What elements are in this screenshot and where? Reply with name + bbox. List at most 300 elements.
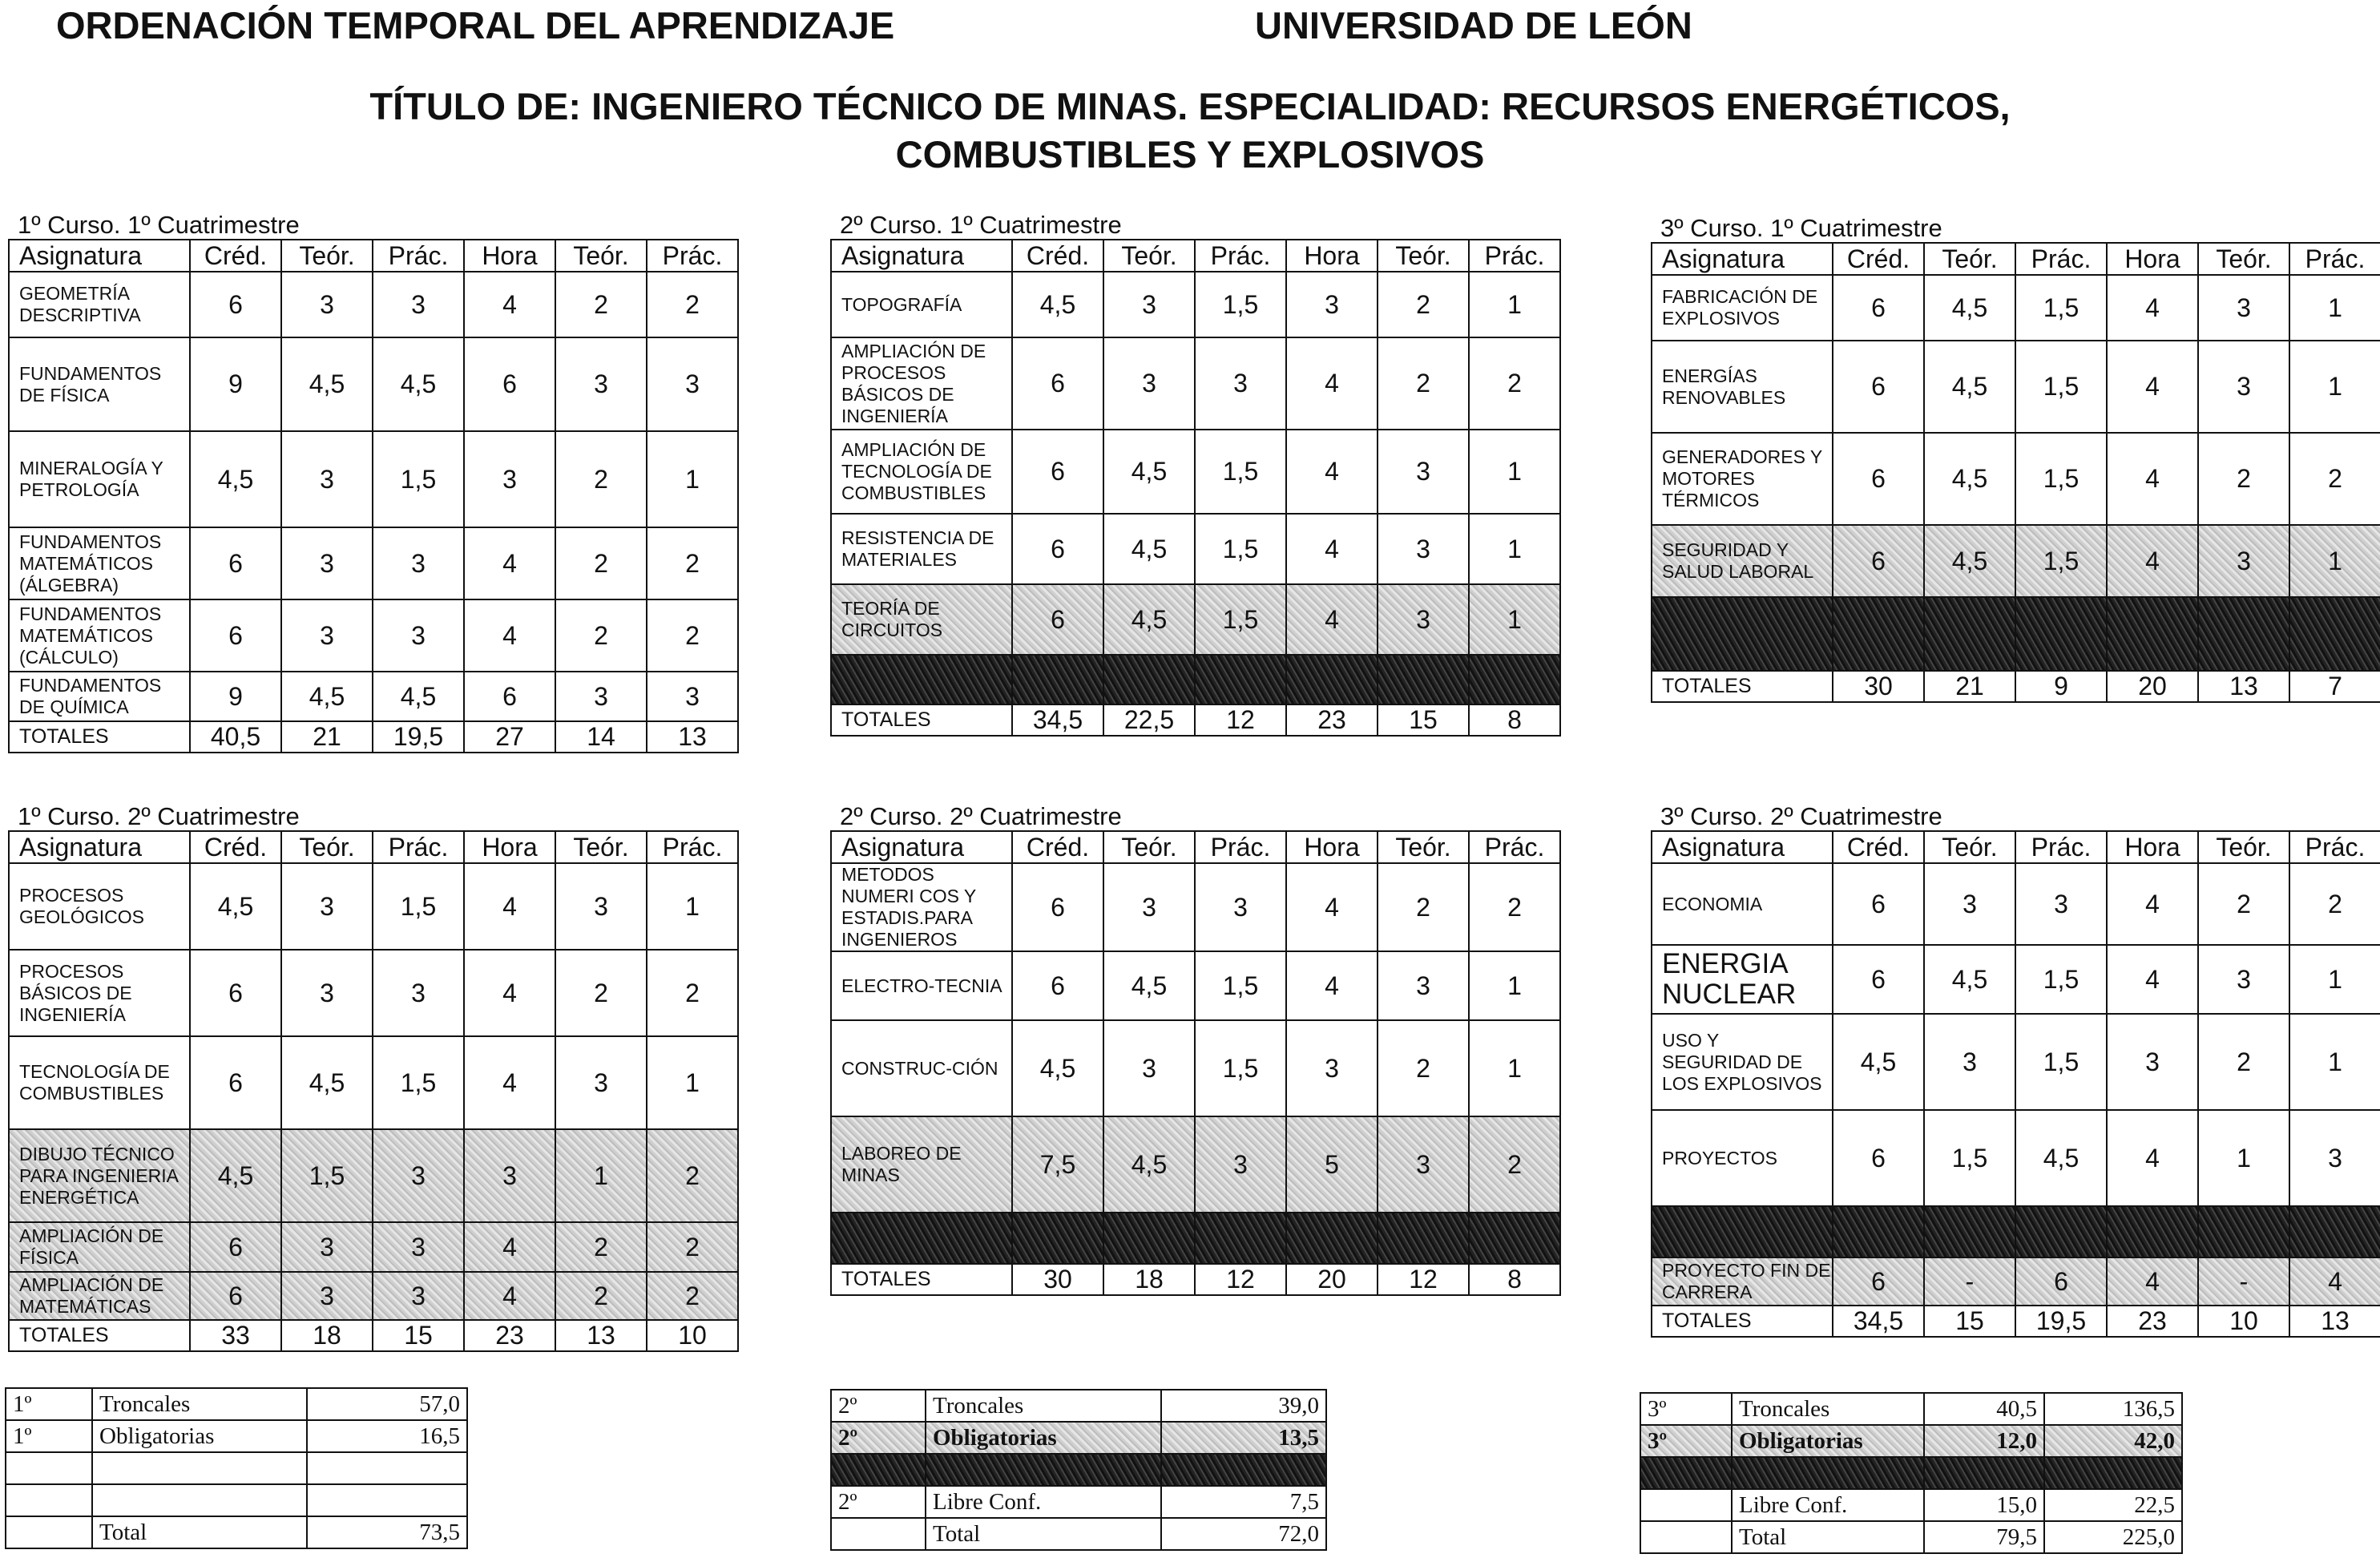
total-cell: 14 [555, 721, 647, 753]
summary-row [831, 1486, 1326, 1518]
value-cell: 3 [281, 527, 373, 599]
column-header: Teór. [1103, 240, 1195, 272]
total-cell: 8 [1469, 704, 1560, 736]
subject-row [1652, 525, 2380, 597]
table-caption: 2º Curso. 1º Cuatrimestre [840, 211, 1122, 239]
subject-row [9, 672, 738, 721]
subject-name: TOPOGRAFÍA [831, 272, 1012, 337]
column-header: Asignatura [831, 240, 1012, 272]
value-cell: 4,5 [281, 337, 373, 431]
subject-name: PROCESOS GEOLÓGICOS [9, 863, 190, 950]
column-header: Asignatura [9, 831, 190, 863]
value-cell: 2 [647, 1129, 738, 1222]
summary-row [6, 1388, 467, 1420]
blank-row [831, 1213, 1560, 1264]
value-cell: 3 [464, 1129, 555, 1222]
type-cell: Total [926, 1518, 1161, 1550]
value-cell: 6 [1833, 863, 1924, 945]
value-cell: 2 [647, 272, 738, 337]
value-cell: 3 [1378, 584, 1469, 655]
summary-row [1640, 1489, 2182, 1521]
year-cell: 1º [6, 1420, 92, 1452]
column-header: Hora [464, 240, 555, 272]
value-cell: 1,5 [2015, 341, 2107, 433]
value-cell: 4 [464, 1222, 555, 1272]
value-cell: 3 [281, 1222, 373, 1272]
value-cell: 4,5 [1924, 525, 2015, 597]
summary-row [1640, 1425, 2182, 1457]
summary-row [6, 1516, 467, 1548]
value-cell: 2 [1378, 1020, 1469, 1116]
totals-row [1652, 1306, 2380, 1337]
subject-table [8, 239, 739, 753]
value-cell: 1,5 [1924, 1110, 2015, 1206]
value-cell: 1 [1469, 430, 1560, 514]
column-header: Prác. [647, 831, 738, 863]
type-cell: Obligatorias [926, 1422, 1161, 1454]
value-cell: 4 [1286, 863, 1378, 951]
subject-row [9, 1036, 738, 1129]
value-cell: 4,5 [1924, 341, 2015, 433]
value-cell: 4 [464, 1036, 555, 1129]
column-header: Prác. [1195, 831, 1286, 863]
total-cell: 13 [2198, 671, 2289, 702]
total-cell: 40,5 [190, 721, 281, 753]
value-cell: 4,5 [1012, 272, 1103, 337]
value-cell: 1 [1469, 272, 1560, 337]
value-cell: 4 [464, 527, 555, 599]
value-cell: 9 [190, 337, 281, 431]
total-cell: 15 [1924, 1306, 2015, 1337]
subject-row [1652, 863, 2380, 945]
total-cell: 15 [373, 1320, 464, 1351]
column-header: Hora [2107, 243, 2198, 275]
value-cell: 4 [464, 1272, 555, 1320]
value-cell: 4,5 [1103, 951, 1195, 1020]
subject-table [8, 830, 739, 1352]
value-cell: 1 [647, 863, 738, 950]
table-caption: 3º Curso. 1º Cuatrimestre [1660, 214, 1942, 242]
value-cell: 6 [1012, 430, 1103, 514]
value-cell: 3 [1924, 863, 2015, 945]
credits-cell: 72,0 [1161, 1518, 1326, 1550]
subject-row [831, 430, 1560, 514]
value-cell: 4,5 [1012, 1020, 1103, 1116]
value-cell: 3 [281, 863, 373, 950]
subject-row [1652, 1014, 2380, 1110]
column-header: Hora [1286, 240, 1378, 272]
credits-cell: 73,5 [307, 1516, 467, 1548]
subject-name: FUNDAMENTOS MATEMÁTICOS (ÁLGEBRA) [9, 527, 190, 599]
summary-row [831, 1390, 1326, 1422]
column-header: Prác. [2289, 831, 2380, 863]
value-cell: 4 [2107, 433, 2198, 525]
value-cell: 4,5 [1103, 1116, 1195, 1213]
subject-name: ENERGÍAS RENOVABLES [1652, 341, 1833, 433]
subject-name: FUNDAMENTOS DE QUÍMICA [9, 672, 190, 721]
column-header: Prác. [2015, 243, 2107, 275]
column-header: Asignatura [831, 831, 1012, 863]
column-header: Teór. [555, 240, 647, 272]
credits-cell: 39,0 [1161, 1390, 1326, 1422]
total-cell: 18 [281, 1320, 373, 1351]
value-cell: 4,5 [373, 337, 464, 431]
value-cell: 6 [190, 950, 281, 1036]
subject-name: TECNOLOGÍA DE COMBUSTIBLES [9, 1036, 190, 1129]
credits-cell: 79,5 [1924, 1521, 2044, 1553]
value-cell: 1,5 [1195, 514, 1286, 584]
subject-row [831, 863, 1560, 951]
subject-row [9, 1222, 738, 1272]
totals-row [9, 721, 738, 753]
value-cell: 2 [555, 431, 647, 527]
type-cell: Libre Conf. [1732, 1489, 1924, 1521]
course-table-3-1 [1651, 215, 2380, 703]
total-cell: 13 [555, 1320, 647, 1351]
subject-name: PROCESOS BÁSICOS DE INGENIERÍA [9, 950, 190, 1036]
subject-name: FUNDAMENTOS MATEMÁTICOS (CÁLCULO) [9, 599, 190, 672]
summary-row [6, 1452, 467, 1484]
value-cell: 3 [1924, 1014, 2015, 1110]
value-cell: 3 [373, 599, 464, 672]
value-cell: 6 [190, 1036, 281, 1129]
value-cell: 1 [555, 1129, 647, 1222]
value-cell: 4 [464, 863, 555, 950]
value-cell: 6 [1833, 525, 1924, 597]
value-cell: 6 [2015, 1257, 2107, 1306]
column-header: Teór. [1924, 831, 2015, 863]
year-cell: 3º [1640, 1425, 1732, 1457]
value-cell: 2 [1469, 337, 1560, 430]
type-cell: Troncales [92, 1388, 307, 1420]
total-cell: 27 [464, 721, 555, 753]
subject-table [830, 239, 1561, 737]
value-cell: 1,5 [2015, 1014, 2107, 1110]
type-cell: Troncales [926, 1390, 1161, 1422]
column-header: Teór. [2198, 243, 2289, 275]
type-cell: Total [92, 1516, 307, 1548]
total-cell: 20 [2107, 671, 2198, 702]
subject-row [9, 337, 738, 431]
course-table-1-1 [8, 212, 739, 753]
column-header: Teór. [1103, 831, 1195, 863]
value-cell: 3 [1195, 1116, 1286, 1213]
subject-name: AMPLIACIÓN DE PROCESOS BÁSICOS DE INGENIERÍA [831, 337, 1012, 430]
totals-row [831, 704, 1560, 736]
type-cell: Troncales [1732, 1393, 1924, 1425]
credits-cell: 13,5 [1161, 1422, 1326, 1454]
column-header: Teór. [2198, 831, 2289, 863]
value-cell: 3 [2289, 1110, 2380, 1206]
value-cell: 3 [1103, 337, 1195, 430]
value-cell: 6 [190, 1272, 281, 1320]
credits-cell: 16,5 [307, 1420, 467, 1452]
value-cell: 1,5 [1195, 584, 1286, 655]
subject-row [9, 950, 738, 1036]
subject-table [1651, 830, 2380, 1338]
subject-table [830, 830, 1561, 1296]
total-cell: 23 [464, 1320, 555, 1351]
subject-row [831, 514, 1560, 584]
value-cell: 3 [647, 337, 738, 431]
value-cell: 1 [647, 431, 738, 527]
column-header: Prác. [1469, 831, 1560, 863]
value-cell: 4,5 [1924, 275, 2015, 341]
total-cell: 9 [2015, 671, 2107, 702]
value-cell: 3 [1378, 430, 1469, 514]
subject-name: FABRICACIÓN DE EXPLOSIVOS [1652, 275, 1833, 341]
value-cell: 3 [2107, 1014, 2198, 1110]
value-cell: 6 [1833, 433, 1924, 525]
value-cell: 1,5 [2015, 275, 2107, 341]
summary-table-2 [830, 1389, 1327, 1551]
value-cell: 3 [555, 863, 647, 950]
total-cell: 10 [647, 1320, 738, 1351]
total-cell: 22,5 [1103, 704, 1195, 736]
subject-row [1652, 1110, 2380, 1206]
value-cell: 4 [2107, 275, 2198, 341]
value-cell: 2 [555, 1222, 647, 1272]
total-cell: 19,5 [373, 721, 464, 753]
subject-row [9, 431, 738, 527]
value-cell: 3 [555, 337, 647, 431]
total-cell: 10 [2198, 1306, 2289, 1337]
value-cell: 4 [2107, 341, 2198, 433]
value-cell: 2 [1469, 863, 1560, 951]
value-cell: 3 [1378, 951, 1469, 1020]
value-cell: 1,5 [373, 1036, 464, 1129]
accumulated-cell: 136,5 [2044, 1393, 2182, 1425]
total-cell: 13 [2289, 1306, 2380, 1337]
summary-row [1640, 1393, 2182, 1425]
subject-row [831, 272, 1560, 337]
value-cell: 6 [1833, 1257, 1924, 1306]
column-header: Prác. [1195, 240, 1286, 272]
type-cell: Total [1732, 1521, 1924, 1553]
year-cell: 1º [6, 1388, 92, 1420]
value-cell: 4,5 [1924, 945, 2015, 1014]
value-cell: 1,5 [281, 1129, 373, 1222]
value-cell: 3 [2015, 863, 2107, 945]
value-cell: 3 [555, 1036, 647, 1129]
total-cell: 7 [2289, 671, 2380, 702]
type-cell: Libre Conf. [926, 1486, 1161, 1518]
column-header: Hora [2107, 831, 2198, 863]
value-cell: 4 [1286, 951, 1378, 1020]
value-cell: 3 [1195, 337, 1286, 430]
subject-name: DIBUJO TÉCNICO PARA INGENIERIA ENERGÉTICA [9, 1129, 190, 1222]
value-cell: 4 [1286, 584, 1378, 655]
value-cell: 6 [1012, 863, 1103, 951]
column-header: Créd. [1833, 243, 1924, 275]
value-cell: 1,5 [2015, 525, 2107, 597]
credits-cell: 40,5 [1924, 1393, 2044, 1425]
value-cell: 2 [555, 527, 647, 599]
column-header: Asignatura [1652, 831, 1833, 863]
value-cell: 1,5 [1195, 1020, 1286, 1116]
value-cell: 4 [2107, 1257, 2198, 1306]
credits-cell: 57,0 [307, 1388, 467, 1420]
subject-name: USO Y SEGURIDAD DE LOS EXPLOSIVOS [1652, 1014, 1833, 1110]
total-cell: 12 [1195, 1264, 1286, 1295]
value-cell: 2 [2198, 863, 2289, 945]
value-cell: 1,5 [2015, 433, 2107, 525]
value-cell: 3 [281, 1272, 373, 1320]
value-cell: 4,5 [190, 1129, 281, 1222]
subject-row [831, 1020, 1560, 1116]
total-cell: 34,5 [1833, 1306, 1924, 1337]
value-cell: 1,5 [373, 863, 464, 950]
value-cell: 1 [2289, 275, 2380, 341]
value-cell: 1 [1469, 584, 1560, 655]
column-header: Créd. [190, 831, 281, 863]
value-cell: 3 [2198, 945, 2289, 1014]
total-cell: 23 [1286, 704, 1378, 736]
header-row [831, 240, 1560, 272]
value-cell: 5 [1286, 1116, 1378, 1213]
course-table-3-2 [1651, 803, 2380, 1338]
column-header: Créd. [1833, 831, 1924, 863]
column-header: Teór. [1378, 240, 1469, 272]
value-cell: 2 [2198, 1014, 2289, 1110]
value-cell: 2 [555, 599, 647, 672]
subject-row [1652, 275, 2380, 341]
subject-name: GEOMETRÍA DESCRIPTIVA [9, 272, 190, 337]
summary-row [831, 1518, 1326, 1550]
total-cell: 15 [1378, 704, 1469, 736]
value-cell: 3 [555, 672, 647, 721]
value-cell: 6 [1012, 337, 1103, 430]
total-cell: 30 [1833, 671, 1924, 702]
value-cell: 3 [281, 950, 373, 1036]
subject-row [831, 337, 1560, 430]
column-header: Prác. [2289, 243, 2380, 275]
subject-name: AMPLIACIÓN DE MATEMÁTICAS [9, 1272, 190, 1320]
value-cell: 4 [2107, 525, 2198, 597]
value-cell: 6 [190, 272, 281, 337]
subject-name: AMPLIACIÓN DE TECNOLOGÍA DE COMBUSTIBLES [831, 430, 1012, 514]
value-cell: 3 [1103, 1020, 1195, 1116]
subject-row [9, 1272, 738, 1320]
value-cell: 4,5 [2015, 1110, 2107, 1206]
column-header: Teór. [281, 831, 373, 863]
value-cell: 1 [2289, 945, 2380, 1014]
subject-row [1652, 945, 2380, 1014]
value-cell: 1 [647, 1036, 738, 1129]
summary-row [831, 1422, 1326, 1454]
total-cell: 21 [1924, 671, 2015, 702]
value-cell: 2 [1469, 1116, 1560, 1213]
header-row [1652, 831, 2380, 863]
value-cell: 6 [464, 672, 555, 721]
table-caption: 1º Curso. 2º Cuatrimestre [18, 802, 300, 830]
accumulated-cell: 22,5 [2044, 1489, 2182, 1521]
subject-name: CONSTRUC-CIÓN [831, 1020, 1012, 1116]
value-cell: - [1924, 1257, 2015, 1306]
value-cell: 4 [1286, 430, 1378, 514]
value-cell: 2 [555, 950, 647, 1036]
column-header: Hora [464, 831, 555, 863]
value-cell: 2 [555, 1272, 647, 1320]
value-cell: 3 [2198, 341, 2289, 433]
value-cell: 1 [1469, 514, 1560, 584]
header-right: UNIVERSIDAD DE LEÓN [1255, 4, 1692, 46]
value-cell: 2 [647, 599, 738, 672]
subject-name: AMPLIACIÓN DE FÍSICA [9, 1222, 190, 1272]
value-cell: 7,5 [1012, 1116, 1103, 1213]
value-cell: 4 [464, 599, 555, 672]
course-table-2-2 [830, 803, 1561, 1296]
summary-row [6, 1484, 467, 1516]
value-cell: 1 [2198, 1110, 2289, 1206]
value-cell: 6 [1833, 945, 1924, 1014]
value-cell: 2 [2289, 863, 2380, 945]
value-cell: 6 [1833, 275, 1924, 341]
subject-row [9, 863, 738, 950]
year-cell: 2º [831, 1390, 926, 1422]
value-cell: 4 [2289, 1257, 2380, 1306]
subject-name: SEGURIDAD Y SALUD LABORAL [1652, 525, 1833, 597]
value-cell: 4,5 [190, 863, 281, 950]
value-cell: 3 [2198, 275, 2289, 341]
credits-cell: 12,0 [1924, 1425, 2044, 1457]
summary-row [831, 1454, 1326, 1486]
course-table-2-1 [830, 212, 1561, 737]
value-cell: 4,5 [373, 672, 464, 721]
year-cell: 2º [831, 1486, 926, 1518]
column-header: Prác. [647, 240, 738, 272]
type-cell: Obligatorias [92, 1420, 307, 1452]
value-cell: 9 [190, 672, 281, 721]
value-cell: 3 [1195, 863, 1286, 951]
column-header: Teór. [555, 831, 647, 863]
value-cell: 2 [647, 950, 738, 1036]
column-header: Prác. [373, 240, 464, 272]
column-header: Asignatura [1652, 243, 1833, 275]
value-cell: 6 [190, 599, 281, 672]
total-cell: 19,5 [2015, 1306, 2107, 1337]
value-cell: 4,5 [1103, 584, 1195, 655]
subject-table [1651, 242, 2380, 703]
value-cell: 3 [373, 272, 464, 337]
subject-name: TEORÍA DE CIRCUITOS [831, 584, 1012, 655]
subject-row [1652, 433, 2380, 525]
totals-label: TOTALES [9, 721, 190, 753]
totals-row [831, 1264, 1560, 1295]
value-cell: 6 [1012, 514, 1103, 584]
header-row [9, 831, 738, 863]
value-cell: 4 [2107, 1110, 2198, 1206]
value-cell: 1 [2289, 341, 2380, 433]
value-cell: 3 [373, 1222, 464, 1272]
column-header: Créd. [1012, 240, 1103, 272]
blank-row [1652, 1206, 2380, 1257]
value-cell: 3 [1103, 272, 1195, 337]
subject-name: METODOS NUMERI COS Y ESTADIS.PARA INGENIEROS [831, 863, 1012, 951]
total-cell: 18 [1103, 1264, 1195, 1295]
value-cell: 4 [1286, 337, 1378, 430]
totals-label: TOTALES [1652, 671, 1833, 702]
totals-label: TOTALES [831, 704, 1012, 736]
column-header: Créd. [190, 240, 281, 272]
value-cell: 1 [1469, 951, 1560, 1020]
value-cell: 4,5 [1924, 433, 2015, 525]
value-cell: 3 [373, 1272, 464, 1320]
value-cell: 4,5 [1833, 1014, 1924, 1110]
totals-label: TOTALES [1652, 1306, 1833, 1337]
column-header: Prác. [1469, 240, 1560, 272]
header-row [831, 831, 1560, 863]
